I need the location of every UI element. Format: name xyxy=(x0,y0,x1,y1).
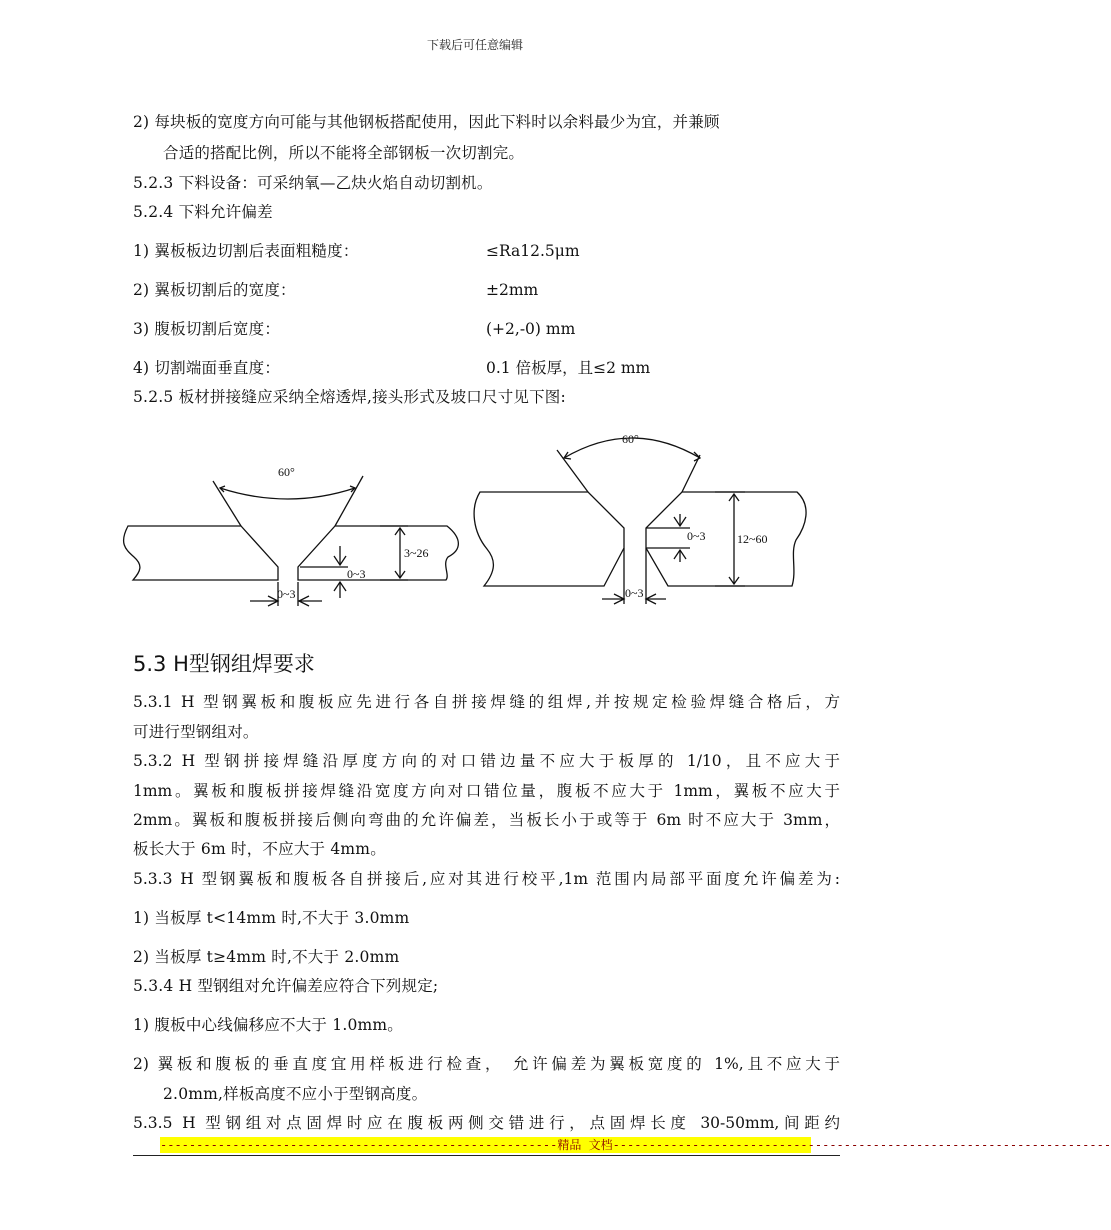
clause-5-2-4: 5.2.4 下料允许偏差 xyxy=(133,203,273,221)
tolerance-label-2: 2) 翼板切割后的宽度： xyxy=(133,281,296,299)
left-joint-left-plate xyxy=(124,526,278,580)
clause-5-3-4-item-2-continued: 2.0mm,样板高度不应小于型钢高度。 xyxy=(163,1085,428,1103)
clause-5-2-3: 5.2.3 下料设备：可采纳氧—乙炔火焰自动切割机。 xyxy=(133,174,493,192)
tolerance-value-2: ±2mm xyxy=(486,281,539,299)
tolerance-value-3: (+2,-0) mm xyxy=(486,320,576,338)
weld-joint-figure xyxy=(0,420,950,620)
clause-5-3-2: 5.3.2 H 型钢拼接焊缝沿厚度方向的对口错边量不应大于板厚的 1/10，且不应大于 xyxy=(133,752,840,770)
tolerance-label-4: 4) 切割端面垂直度： xyxy=(133,359,281,377)
clause-5-3-3-item-1: 1) 当板厚 t<14mm 时,不大于 3.0mm xyxy=(133,909,410,927)
section-heading-5-3: 5.3 H型钢组焊要求 xyxy=(133,652,315,676)
left-root-face-label: 0~3 xyxy=(347,567,366,581)
left-joint-right-plate xyxy=(298,526,458,580)
list-item-2: 2) 每块板的宽度方向可能与其他钢板搭配使用，因此下料时以余料最少为宜，并兼顾 xyxy=(133,113,720,131)
clause-5-3-3-item-2: 2) 当板厚 t≥4mm 时,不大于 2.0mm xyxy=(133,948,400,966)
tolerance-label-3: 3) 腹板切割后宽度： xyxy=(133,320,281,338)
clause-5-3-4: 5.3.4 H 型钢组对允许偏差应符合下列规定; xyxy=(133,977,439,995)
clause-5-3-5: 5.3.5 H 型钢组对点固焊时应在腹板两侧交错进行，点固焊长度 30-50mm,间距约 xyxy=(133,1114,840,1132)
clause-5-3-4-item-1: 1) 腹板中心线偏移应不大于 1.0mm。 xyxy=(133,1016,404,1034)
left-gap-label: 0~3 xyxy=(277,587,296,601)
page-header-note: 下载后可任意编辑 xyxy=(426,38,523,52)
list-item-2-continued: 合适的搭配比例，所以不能将全部钢板一次切割完。 xyxy=(163,144,525,162)
clause-5-3-2-line-2: 1mm。翼板和腹板拼接焊缝沿宽度方向对口错位量，腹板不应大于 1mm，翼板不应大于 xyxy=(133,782,840,800)
clause-5-3-4-item-2: 2) 翼板和腹板的垂直度宜用样板进行检查， 允许偏差为翼板宽度的 1%,且不应大于 xyxy=(133,1055,840,1073)
left-thickness-label: 3~26 xyxy=(404,546,429,560)
right-angle-label: 60° xyxy=(622,432,639,446)
clause-5-3-3: 5.3.3 H 型钢翼板和腹板各自拼接后,应对其进行校平,1m 范围内局部平面度允许偏差为: xyxy=(133,870,840,888)
right-joint-right-plate xyxy=(646,492,806,586)
clause-5-3-1-continued: 可进行型钢组对。 xyxy=(133,723,259,741)
tolerance-value-4: 0.1 倍板厚，且≤2 mm xyxy=(486,359,651,377)
clause-5-3-2-line-4: 板长大于 6m 时，不应大于 4mm。 xyxy=(133,840,386,858)
clause-5-2-5: 5.2.5 板材拼接缝应采纳全熔透焊,接头形式及坡口尺寸见下图: xyxy=(133,388,566,406)
clause-5-3-2-line-3: 2mm。翼板和腹板拼接后侧向弯曲的允许偏差，当板长小于或等于 6m 时不应大于 3mm， xyxy=(133,811,840,829)
right-gap-label: 0~3 xyxy=(625,586,644,600)
clause-5-3-1: 5.3.1 H 型钢翼板和腹板应先进行各自拼接焊缝的组焊,并按规定检验焊缝合格后，方 xyxy=(133,693,840,711)
footer-banner: -------------------------------------------------------精品 文档--------------------------------------------------------------------- xyxy=(160,1138,1111,1152)
left-angle-label: 60° xyxy=(278,465,295,479)
right-thickness-label: 12~60 xyxy=(737,532,768,546)
right-root-face-label: 0~3 xyxy=(687,529,706,543)
footer-rule xyxy=(133,1155,840,1156)
tolerance-label-1: 1) 翼板板边切割后表面粗糙度： xyxy=(133,242,359,260)
tolerance-value-1: ≤Ra12.5μm xyxy=(486,242,580,260)
right-joint-left-plate xyxy=(474,492,624,586)
